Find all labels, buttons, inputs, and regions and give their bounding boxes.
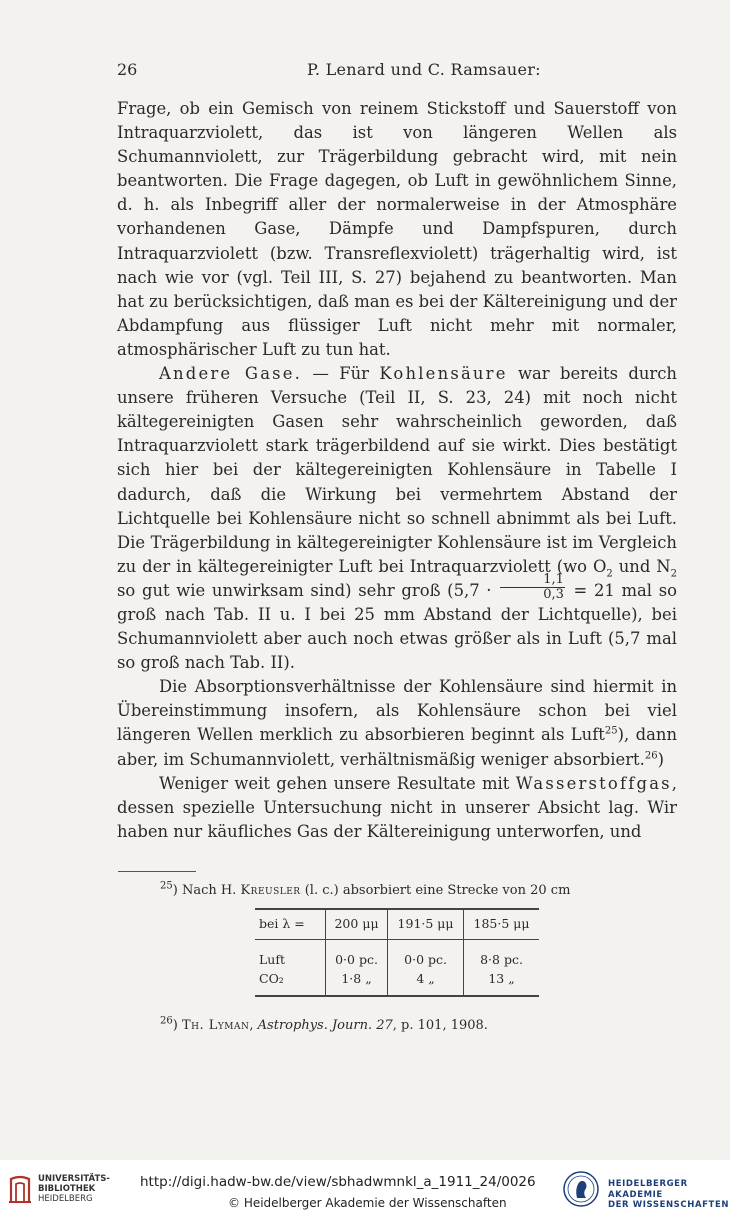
paragraph-3: Die Absorptionsverhältnisse der Kohlensäure sind hiermit in Übereinstimmung insofern, als Kohlensäure schon bei viel längeren Wellen merklich zu absorbieren beginnt als Luft$^{25}$), dann aber, im Schumannviolett, verhältnismäßig weniger absorbiert.$^{26}$): [117, 677, 677, 769]
library-name: UNIVERSITÄTS- BIBLIOTHEK HEIDELBERG: [38, 1174, 110, 1204]
table-cell: 4 „: [388, 969, 464, 996]
absorption-table: [255, 908, 539, 997]
table-cell: 13 „: [464, 969, 539, 996]
table-cell: 1·8 „: [326, 969, 388, 996]
table-cell: 0·0 pc.: [388, 940, 464, 970]
table-cell: 8·8 pc.: [464, 940, 539, 970]
section-lead: Andere Gase.: [159, 364, 303, 384]
page-header: [117, 60, 677, 82]
table-header-cell: 200 μμ: [326, 909, 388, 940]
footnote-25: $^{25}$) Nach H. Kreusler (l. c.) absorbiert eine Strecke von 20 cm: [160, 880, 571, 898]
table-row: [255, 969, 539, 996]
footnote-ref-26: 26: [644, 750, 658, 762]
page-number: 26: [117, 60, 138, 79]
table-cell: Luft: [259, 952, 286, 967]
library-logo-icon: [8, 1174, 32, 1204]
table-header-cell: 185·5 μμ: [464, 909, 539, 940]
footnote-divider: [118, 871, 196, 872]
copyright-notice: © Heidelberger Akademie der Wissenschaften: [228, 1196, 507, 1210]
paragraph-4: Weniger weit gehen unsere Resultate mit Wasserstoffgas, dessen spezielle Untersuchung nicht in unserer Absicht lag. Wir haben nur käufliches Gas der Kältereinigung unterworfen, und: [117, 773, 677, 841]
footnote-26: $^{26}$) Th. Lyman, Astrophys. Journ. 27, p. 101, 1908.: [160, 1015, 488, 1033]
term-wasserstoffgas: Wasserstoffgas: [515, 773, 672, 793]
table-header-row: [255, 909, 539, 940]
body-text: [117, 97, 677, 844]
paragraph-2: Andere Gase. — Für Kohlensäure war bereits durch unsere früheren Versuche (Teil II, S. 23, 24) mit noch nicht kältegereinigten Gasen sehr wahrscheinlich geworden, daß Intraquarzviolett stark trägerbildend auf sie wirkt. Dies bestätigt sich hier bei der kältegereinigten Kohlensäure in Tabelle I dadurch, daß die Wirkung bei vermehrtem Abstand der Lichtquelle bei Kohlensäure nicht so schnell abnimmt als bei Luft. Die Trägerbildung in kältegereinigter Kohlensäure ist im Vergleich zu der in kältegereinigter Luft bei Intraquarzviolett (wo $O_2$ und $N_2$ so gut wie unwirksam sind) sehr groß (5,7 · $\frac{1,1}{0,3}$ = 21 mal so groß nach Tab. II u. I bei 25 mm Abstand der Lichtquelle), bei Schumannviolett aber auch noch etwas größer als in Luft (5,7 mal so groß nach Tab. II).: [117, 364, 677, 673]
table-cell: CO₂: [259, 971, 284, 986]
footnote-ref-25: 25: [604, 725, 618, 737]
table-row: [255, 940, 539, 970]
term-kohlensaeure: Kohlensäure: [379, 364, 508, 384]
permalink-url[interactable]: http://digi.hadw-bw.de/view/sbhadwmnkl_a_1911_24/0026: [140, 1174, 536, 1190]
fraction: $\frac{1,1}{0,3}$: [500, 573, 565, 602]
running-title: P. Lenard und C. Ramsauer:: [307, 60, 541, 79]
table-cell: 0·0 pc.: [326, 940, 388, 970]
paragraph-1: Frage, ob ein Gemisch von reinem Stickstoff und Sauerstoff von Intraquarzviolett, das ist von längeren Wellen als Schumannviolett, zur Trägerbildung gebracht wird, mit nein beantworten. Die Frage dagegen, ob Luft in gewöhnlichem Sinne, d. h. als Inbegriff aller der normalerweise in der Atmosphäre vorhandenen Gase, Dämpfe und Dampfspuren, durch Intraquarzviolett (bzw. Transreflexviolett) trägerhaltig wird, ist nach wie vor (vgl. Teil III, S. 27) bejahend zu beantworten. Man hat zu berücksichtigen, daß man es bei der Kältereinigung und der Abdampfung aus flüssiger Luft nicht mehr mit normaler, atmosphärischer Luft zu tun hat.: [117, 99, 677, 359]
digitization-footer: [0, 1160, 730, 1219]
table-header-cell: bei λ =: [259, 916, 305, 931]
academy-name: HEIDELBERGER AKADEMIE DER WISSENSCHAFTEN: [608, 1179, 730, 1210]
table-header-cell: 191·5 μμ: [388, 909, 464, 940]
academy-seal-icon: [562, 1170, 600, 1208]
